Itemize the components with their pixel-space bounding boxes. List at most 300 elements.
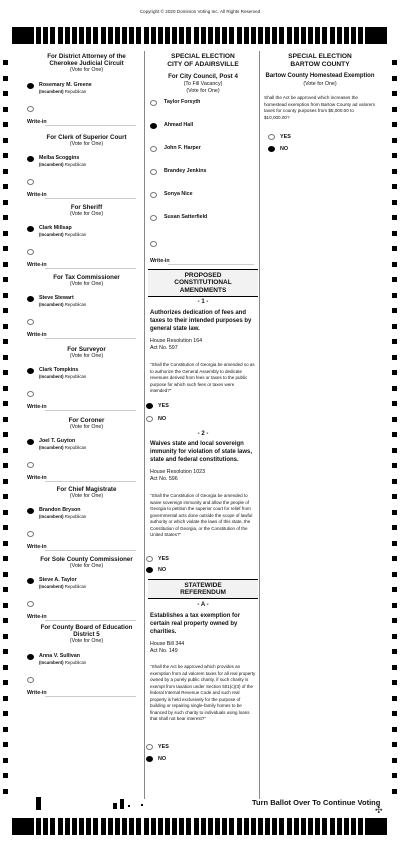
write-in-oval[interactable] — [27, 601, 34, 607]
edge-timing-mark — [3, 634, 8, 639]
edge-timing-mark — [392, 293, 397, 298]
edge-timing-mark — [3, 649, 8, 654]
race-title: For Clerk of Superior Court — [46, 134, 127, 141]
timing-mark — [272, 818, 277, 835]
write-in-line[interactable] — [45, 338, 136, 339]
top-timing-marks — [12, 27, 388, 44]
edge-timing-mark — [3, 293, 8, 298]
candidate-oval[interactable] — [27, 508, 34, 514]
candidate-incumbent: (Incumbent) — [39, 660, 64, 665]
race-block — [27, 53, 140, 125]
candidate-incumbent: (Incumbent) — [39, 89, 64, 94]
edge-timing-mark — [3, 184, 8, 189]
timing-mark — [122, 818, 127, 835]
write-in-oval[interactable] — [27, 391, 34, 397]
write-in-oval[interactable] — [27, 531, 34, 537]
write-in-oval[interactable] — [27, 462, 34, 468]
edge-timing-mark — [392, 138, 397, 143]
edge-timing-mark — [392, 773, 397, 778]
council-candidate-oval[interactable] — [150, 123, 157, 129]
timing-mark — [244, 818, 249, 835]
timing-mark — [43, 27, 48, 44]
candidate-incumbent: (Incumbent) — [39, 302, 64, 307]
timing-mark — [294, 818, 299, 835]
council-write-in-label: Write-in — [150, 258, 170, 264]
race-title: For Tax Commissioner — [53, 274, 120, 281]
edge-timing-mark — [392, 510, 397, 515]
edge-timing-mark — [3, 479, 8, 484]
council-candidate-option[interactable] — [148, 144, 258, 162]
council-candidate-oval[interactable] — [150, 169, 157, 175]
candidate-incumbent: (Incumbent) — [39, 232, 64, 237]
council-vote-for: (Vote for One) — [186, 88, 220, 94]
race-vote-for: (Vote for One) — [69, 424, 104, 431]
council-candidate-oval[interactable] — [150, 192, 157, 198]
race-block — [27, 274, 140, 338]
council-candidate-name: Ahmad Hall — [164, 122, 194, 128]
timing-mark — [186, 818, 191, 835]
timing-mark — [351, 27, 356, 44]
write-in-line[interactable] — [45, 696, 136, 697]
council-candidate-option[interactable] — [148, 190, 258, 208]
edge-timing-mark — [3, 122, 8, 127]
council-race-title: For City Council, Post 4 — [168, 73, 238, 80]
race-title: For Surveyor — [67, 346, 106, 353]
footer-mark — [120, 799, 124, 809]
candidate-party-name: Republican — [64, 514, 87, 519]
timing-mark — [287, 818, 292, 835]
edge-timing-mark — [3, 355, 8, 360]
edge-timing-mark — [392, 479, 397, 484]
timing-mark — [358, 27, 363, 44]
timing-mark — [186, 27, 191, 44]
candidate-oval[interactable] — [27, 578, 34, 584]
edge-timing-mark — [3, 758, 8, 763]
amendment-2-yes-oval[interactable] — [146, 556, 153, 562]
race-block — [27, 134, 140, 198]
turn-over-instruction: Turn Ballot Over To Continue Voting — [252, 798, 381, 807]
candidate-name: Clark Millsap — [39, 225, 72, 231]
edge-timing-mark — [392, 572, 397, 577]
edge-timing-mark — [392, 107, 397, 112]
candidate-party-name: Republican — [64, 445, 87, 450]
council-candidate-oval[interactable] — [150, 146, 157, 152]
edge-timing-mark — [3, 742, 8, 747]
edge-timing-mark — [3, 107, 8, 112]
timing-mark — [251, 818, 256, 835]
bottom-timing-marks — [12, 818, 388, 835]
timing-mark — [129, 27, 134, 44]
write-in-line[interactable] — [45, 620, 136, 621]
candidate-oval[interactable] — [27, 83, 34, 89]
edge-timing-mark — [392, 60, 397, 65]
timing-mark — [165, 27, 170, 44]
edge-timing-mark — [3, 789, 8, 794]
timing-mark — [344, 27, 349, 44]
referendum-no-oval[interactable] — [146, 756, 153, 762]
race-vote-for: (Vote for One) — [69, 563, 104, 570]
edge-timing-mark — [3, 432, 8, 437]
write-in-line[interactable] — [45, 268, 136, 269]
write-in-label: Write-in — [27, 614, 47, 620]
candidate-name: Brandon Bryson — [39, 507, 81, 513]
timing-mark — [330, 818, 335, 835]
timing-mark — [79, 818, 84, 835]
candidate-incumbent: (Incumbent) — [39, 445, 64, 450]
special-election-county-header: SPECIAL ELECTION BARTOW COUNTY — [288, 53, 352, 68]
timing-mark — [258, 818, 263, 835]
timing-mark — [272, 27, 277, 44]
write-in-label: Write-in — [27, 119, 47, 125]
timing-mark — [237, 818, 242, 835]
edge-timing-mark — [392, 308, 397, 313]
candidate-option[interactable] — [33, 507, 140, 525]
timing-mark — [194, 27, 199, 44]
race-vote-for: (Vote for One) — [69, 353, 104, 360]
timing-mark — [337, 27, 342, 44]
candidate-party — [39, 660, 86, 665]
candidate-party-name: Republican — [64, 660, 87, 665]
exemption-vote-for: (Vote for One) — [303, 81, 337, 87]
timing-mark — [301, 27, 306, 44]
edge-timing-mark — [392, 618, 397, 623]
edge-timing-mark — [3, 417, 8, 422]
edge-timing-mark — [392, 169, 397, 174]
candidate-option[interactable] — [33, 225, 140, 243]
edge-timing-mark — [392, 200, 397, 205]
write-in-oval[interactable] — [27, 319, 34, 325]
edge-timing-mark — [3, 231, 8, 236]
timing-mark — [43, 818, 48, 835]
candidate-name: Anna V. Sullivan — [39, 653, 81, 659]
timing-mark — [50, 818, 55, 835]
edge-timing-mark — [3, 587, 8, 592]
crosshair-icon: ✣ — [375, 805, 383, 815]
council-candidate-name: Sonya Nice — [164, 191, 193, 197]
candidate-option[interactable] — [33, 367, 140, 385]
amendment-2-no-label: NO — [158, 567, 167, 573]
amendment-2-yes-option[interactable] — [148, 556, 169, 562]
edge-timing-mark — [392, 463, 397, 468]
edge-timing-mark — [392, 231, 397, 236]
edge-timing-mark — [3, 200, 8, 205]
footer-mark — [36, 797, 41, 810]
timing-mark — [294, 27, 299, 44]
edge-timing-mark — [3, 60, 8, 65]
timing-mark — [330, 27, 335, 44]
referendum-yes-option[interactable] — [148, 744, 169, 750]
exemption-yes-label: YES — [280, 134, 291, 140]
edge-timing-mark — [3, 696, 8, 701]
referendum-yes-oval[interactable] — [146, 744, 153, 750]
referendum-no-label: NO — [158, 756, 167, 762]
edge-timing-mark — [3, 91, 8, 96]
write-in-oval[interactable] — [27, 106, 34, 112]
edge-timing-mark — [392, 634, 397, 639]
candidate-party — [39, 445, 86, 450]
council-candidate-option[interactable] — [148, 213, 258, 231]
candidate-incumbent: (Incumbent) — [39, 584, 64, 589]
amendment-1-yes-label: YES — [158, 403, 169, 409]
race-block — [27, 417, 140, 481]
council-candidate-name: Brandey Jenkins — [164, 168, 207, 174]
timing-mark — [322, 818, 327, 835]
timing-mark — [322, 27, 327, 44]
timing-mark — [215, 27, 220, 44]
timing-mark — [58, 818, 63, 835]
race-block — [27, 624, 140, 696]
race-title: For County Board of Education District 5 — [40, 624, 133, 639]
race-vote-for: (Vote for One) — [69, 638, 104, 645]
edge-timing-mark — [392, 184, 397, 189]
amendment-2-reference: House Resolution 1023 Act No. 596 — [150, 469, 206, 483]
amendments-header: PROPOSED CONSTITUTIONAL AMENDMENTS — [148, 269, 258, 297]
timing-mark — [308, 27, 313, 44]
timing-mark — [158, 27, 163, 44]
timing-mark — [344, 818, 349, 835]
race-block — [27, 346, 140, 410]
write-in-line[interactable] — [45, 198, 136, 199]
edge-timing-mark — [3, 138, 8, 143]
write-in-oval[interactable] — [27, 249, 34, 255]
amendment-2-no-oval[interactable] — [146, 567, 153, 573]
timing-mark — [208, 818, 213, 835]
timing-mark — [287, 27, 292, 44]
candidate-incumbent: (Incumbent) — [39, 162, 64, 167]
timing-mark — [79, 27, 84, 44]
timing-mark — [351, 818, 356, 835]
candidate-option[interactable] — [33, 295, 140, 313]
exemption-yes-option[interactable] — [270, 134, 291, 140]
race-title: For Chief Magistrate — [56, 486, 117, 493]
footer-mark — [141, 804, 143, 806]
write-in-oval[interactable] — [27, 179, 34, 185]
race-block — [27, 486, 140, 550]
edge-timing-mark — [392, 603, 397, 608]
candidate-option[interactable] — [33, 577, 140, 595]
timing-mark — [194, 818, 199, 835]
candidate-party — [39, 374, 86, 379]
edge-timing-mark — [3, 773, 8, 778]
candidate-option[interactable] — [33, 653, 140, 671]
edge-timing-mark — [392, 91, 397, 96]
edge-timing-mark — [392, 417, 397, 422]
referendum-text: "Shall the Act be approved which provides an exemption from ad valorem taxes for all real property owned by a purely public charity, if such charity is exempt from taxation under Section 501(c)(3) of the federal Internal Revenue Code and such real property is held exclusively for the purpose of building or repairing single-family homes to be financed by such charity to individuals using loans that shall not bear interest?" — [150, 664, 256, 722]
edge-timing-mark — [392, 355, 397, 360]
candidate-name: Clark Tompkins — [39, 367, 79, 373]
timing-mark — [222, 27, 227, 44]
edge-timing-mark — [392, 246, 397, 251]
race-title: For Sheriff — [70, 204, 103, 211]
edge-timing-mark — [392, 789, 397, 794]
candidate-option[interactable] — [33, 438, 140, 456]
amendment-2-text: "Shall the Constitution of Georgia be amended to waive sovereign immunity and allow the people of Georgia to petition the superior court for relief from governmental acts done outside the scope of lawful authority or which violate the laws of this state, the Constitution of Georgia, or the Constitution of the United States?" — [150, 493, 253, 538]
council-candidate-option[interactable] — [148, 167, 258, 185]
candidate-option[interactable] — [33, 155, 140, 173]
candidate-name: Melba Scoggins — [39, 155, 80, 161]
write-in-line[interactable] — [45, 125, 136, 126]
timing-mark — [244, 27, 249, 44]
race-vote-for: (Vote for One) — [69, 141, 104, 148]
candidate-oval[interactable] — [27, 226, 34, 232]
council-candidate-oval[interactable] — [150, 100, 157, 106]
candidate-oval[interactable] — [27, 296, 34, 302]
edge-timing-mark — [392, 153, 397, 158]
amendment-1-yes-option[interactable] — [148, 403, 169, 409]
edge-timing-mark — [3, 448, 8, 453]
edge-timing-mark — [3, 494, 8, 499]
edge-timing-mark — [3, 711, 8, 716]
edge-timing-mark — [3, 510, 8, 515]
edge-timing-mark — [3, 665, 8, 670]
candidate-oval[interactable] — [27, 654, 34, 660]
edge-timing-mark — [392, 649, 397, 654]
council-write-in-oval[interactable] — [150, 241, 157, 247]
edge-timing-mark — [3, 556, 8, 561]
race-vote-for: (Vote for One) — [69, 493, 104, 500]
timing-mark — [237, 27, 242, 44]
timing-mark — [136, 818, 141, 835]
timing-mark — [279, 27, 284, 44]
edge-timing-mark — [392, 556, 397, 561]
edge-timing-mark — [3, 463, 8, 468]
column-divider — [144, 51, 145, 799]
council-candidate-option[interactable] — [148, 121, 258, 139]
amendment-1-no-label: NO — [158, 416, 167, 422]
timing-mark — [115, 27, 120, 44]
referendum-no-option[interactable] — [148, 756, 166, 762]
timing-mark — [101, 27, 106, 44]
timing-mark — [36, 818, 41, 835]
edge-timing-mark — [392, 541, 397, 546]
race-vote-for: (Vote for One) — [69, 211, 104, 218]
timing-mark — [229, 27, 234, 44]
amendment-1-yes-oval[interactable] — [146, 403, 153, 409]
timing-mark — [58, 27, 63, 44]
write-in-line[interactable] — [45, 410, 136, 411]
candidate-oval[interactable] — [27, 368, 34, 374]
exemption-text: Shall the Act be approved which increases the homestead exemption from Bartow County ad valorem taxes for county purposes from $5,000.00 to $10,000.00? — [264, 95, 376, 120]
council-write-in-line[interactable] — [168, 264, 254, 265]
timing-mark — [265, 27, 270, 44]
timing-mark — [101, 818, 106, 835]
timing-mark — [165, 818, 170, 835]
amendment-2-number: - 2 - — [197, 431, 209, 437]
amendment-1-text: "Shall the Constitution of Georgia be amended so as to authorize the General Assembly to dedicate revenues derived from fees or taxes to the public purpose for which such fees or taxes were intended?" — [150, 362, 255, 394]
candidate-oval[interactable] — [27, 439, 34, 445]
write-in-line[interactable] — [45, 481, 136, 482]
footer-mark — [113, 803, 117, 809]
candidate-party-name: Republican — [64, 374, 87, 379]
timing-mark — [172, 27, 177, 44]
exemption-yes-oval[interactable] — [268, 134, 275, 140]
edge-timing-mark — [392, 525, 397, 530]
edge-timing-mark — [392, 665, 397, 670]
candidate-party — [39, 584, 86, 589]
candidate-name: Steve A. Taylor — [39, 577, 77, 583]
timing-mark — [108, 27, 113, 44]
timing-mark — [108, 818, 113, 835]
amendment-1-reference: House Resolution 164 Act No. 597 — [150, 338, 203, 352]
edge-timing-mark — [392, 370, 397, 375]
edge-timing-mark — [3, 541, 8, 546]
timing-mark — [201, 818, 206, 835]
timing-mark — [258, 27, 263, 44]
edge-timing-mark — [392, 277, 397, 282]
write-in-line[interactable] — [45, 550, 136, 551]
timing-mark — [129, 818, 134, 835]
council-candidate-oval[interactable] — [150, 215, 157, 221]
timing-mark — [179, 818, 184, 835]
council-candidate-name: John F. Harper — [164, 145, 201, 151]
write-in-label: Write-in — [27, 475, 47, 481]
write-in-oval[interactable] — [27, 677, 34, 683]
edge-timing-mark — [392, 587, 397, 592]
edge-timing-mark — [3, 401, 8, 406]
edge-timing-mark — [3, 386, 8, 391]
council-candidate-name: Taylor Forsyth — [164, 99, 201, 105]
candidate-party-name: Republican — [64, 162, 87, 167]
timing-mark — [65, 27, 70, 44]
council-candidate-option[interactable] — [148, 98, 258, 116]
edge-timing-mark — [392, 727, 397, 732]
referendum-reference: House Bill 344 Act No. 149 — [150, 641, 185, 655]
timing-mark — [158, 818, 163, 835]
edge-timing-mark — [392, 324, 397, 329]
write-in-label: Write-in — [27, 332, 47, 338]
edge-timing-mark — [392, 432, 397, 437]
race-block — [27, 204, 140, 268]
edge-timing-mark — [3, 277, 8, 282]
candidate-option[interactable] — [33, 82, 140, 100]
candidate-oval[interactable] — [27, 156, 34, 162]
timing-mark — [86, 27, 91, 44]
timing-mark — [208, 27, 213, 44]
timing-mark — [36, 27, 41, 44]
candidate-incumbent: (Incumbent) — [39, 514, 64, 519]
write-in-label: Write-in — [27, 404, 47, 410]
amendment-2-no-option[interactable] — [148, 567, 166, 573]
edge-timing-mark — [392, 680, 397, 685]
race-title: For Sole County Commissioner — [40, 556, 133, 563]
edge-timing-mark — [3, 618, 8, 623]
referendum-number: - A - — [197, 602, 209, 608]
edge-timing-mark — [3, 169, 8, 174]
race-block — [27, 556, 140, 620]
edge-timing-mark — [3, 370, 8, 375]
candidate-party — [39, 162, 86, 167]
exemption-no-option[interactable] — [270, 146, 288, 152]
edge-timing-mark — [392, 742, 397, 747]
amendment-1-no-oval[interactable] — [146, 416, 153, 422]
candidate-party — [39, 89, 86, 94]
amendment-1-no-option[interactable] — [148, 416, 166, 422]
footer-mark — [128, 805, 130, 807]
race-title: For District Attorney of the Cherokee Judicial Circuit — [47, 53, 126, 68]
candidate-name: Joel T. Guyton — [39, 438, 76, 444]
exemption-no-oval[interactable] — [268, 146, 275, 152]
edge-timing-mark — [3, 572, 8, 577]
edge-timing-mark — [3, 153, 8, 158]
race-vote-for: (Vote for One) — [69, 281, 104, 288]
timing-mark — [151, 818, 156, 835]
timing-mark — [115, 818, 120, 835]
edge-timing-mark — [3, 680, 8, 685]
candidate-party-name: Republican — [64, 584, 87, 589]
timing-mark — [12, 27, 34, 44]
timing-mark — [86, 818, 91, 835]
timing-mark — [279, 818, 284, 835]
